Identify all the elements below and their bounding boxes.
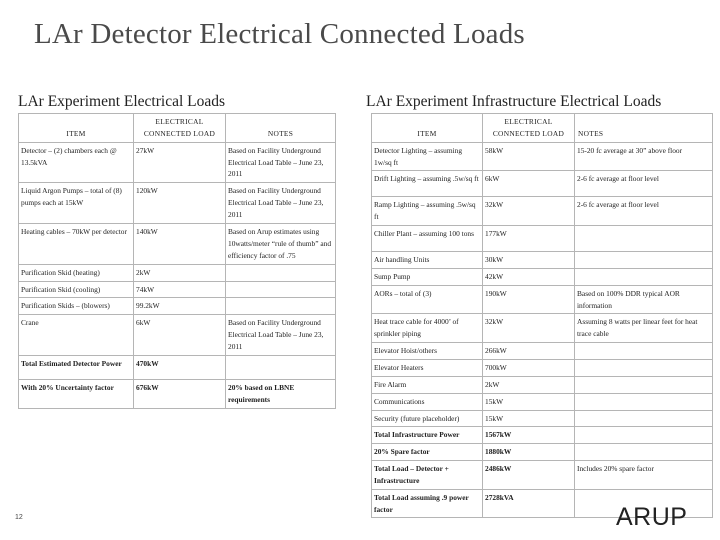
row-notes [226, 281, 336, 298]
table-row [372, 393, 713, 410]
row-item: Liquid Argon Pumps – total of (8) pumps each at 15kW [19, 183, 134, 224]
row-item: Drift Lighting – assuming .5w/sq ft [372, 171, 483, 197]
table-row [372, 226, 713, 252]
row-notes: Based on 100% DDR typical AOR information [575, 285, 713, 314]
page-number: 12 [15, 514, 23, 521]
row-notes [575, 393, 713, 410]
table-row [372, 343, 713, 360]
table-row-total [372, 461, 713, 490]
row-notes: 20% based on LBNE requirements [226, 379, 336, 408]
row-item: Detector Lighting – assuming 1w/sq ft [372, 142, 483, 171]
column-header-item: ITEM [19, 114, 134, 143]
row-notes [575, 376, 713, 393]
row-load: 15kW [483, 410, 575, 427]
table-row-total [372, 444, 713, 461]
row-load: 74kW [134, 281, 226, 298]
table-row [372, 359, 713, 376]
row-load: 190kW [483, 285, 575, 314]
row-load: 27kW [134, 142, 226, 183]
row-item: Total Estimated Detector Power [19, 355, 134, 379]
table-row [372, 268, 713, 285]
column-header-load: ELECTRICAL CONNECTED LOAD [483, 114, 575, 143]
row-load: 2486kW [483, 461, 575, 490]
table-row [19, 264, 336, 281]
row-load: 1880kW [483, 444, 575, 461]
row-notes: Includes 20% spare factor [575, 461, 713, 490]
row-item: Elevator Hoist/others [372, 343, 483, 360]
column-header-item: ITEM [372, 114, 483, 143]
row-load: 58kW [483, 142, 575, 171]
row-notes: Based on Facility Underground Electrical Load Table – June 23, 2011 [226, 142, 336, 183]
row-notes [575, 359, 713, 376]
row-load: 15kW [483, 393, 575, 410]
row-load: 42kW [483, 268, 575, 285]
row-item: Crane [19, 315, 134, 356]
row-load: 99.2kW [134, 298, 226, 315]
row-notes [575, 410, 713, 427]
table-row [19, 298, 336, 315]
row-notes: 15-20 fc average at 30” above floor [575, 142, 713, 171]
row-notes [575, 427, 713, 444]
arup-logo: ARUP [616, 503, 688, 531]
slide-title: LAr Detector Electrical Connected Loads [34, 18, 525, 50]
row-load: 120kW [134, 183, 226, 224]
row-item: AORs – total of (3) [372, 285, 483, 314]
row-notes [575, 226, 713, 252]
row-item: Total Infrastructure Power [372, 427, 483, 444]
table-row [372, 376, 713, 393]
table-row [372, 285, 713, 314]
row-load: 470kW [134, 355, 226, 379]
table-row [19, 315, 336, 356]
table-row [372, 197, 713, 226]
row-item: Air handling Units [372, 252, 483, 269]
table-row [19, 142, 336, 183]
row-load: 266kW [483, 343, 575, 360]
table-row [372, 142, 713, 171]
row-item: Heat trace cable for 4000’ of sprinkler piping [372, 314, 483, 343]
row-load: 1567kW [483, 427, 575, 444]
row-item: With 20% Uncertainty factor [19, 379, 134, 408]
table-row-total [19, 379, 336, 408]
table-row [372, 410, 713, 427]
table-row [372, 171, 713, 197]
row-item: Communications [372, 393, 483, 410]
infrastructure-loads-heading: LAr Experiment Infrastructure Electrical Loads [366, 93, 662, 110]
row-item: Detector – (2) chambers each @ 13.5kVA [19, 142, 134, 183]
row-item: Heating cables – 70kW per detector [19, 224, 134, 265]
table-row-total [19, 355, 336, 379]
row-load: 6kW [134, 315, 226, 356]
row-item: 20% Spare factor [372, 444, 483, 461]
row-notes: Assuming 8 watts per linear feet for heat trace cable [575, 314, 713, 343]
row-load: 2kW [483, 376, 575, 393]
column-header-notes: NOTES [226, 114, 336, 143]
row-item: Elevator Heaters [372, 359, 483, 376]
row-item: Purification Skid (heating) [19, 264, 134, 281]
table-row [19, 224, 336, 265]
table-row [19, 183, 336, 224]
row-notes [575, 268, 713, 285]
table-row [19, 281, 336, 298]
row-load: 32kW [483, 197, 575, 226]
column-header-load: ELECTRICAL CONNECTED LOAD [134, 114, 226, 143]
table-row [372, 314, 713, 343]
row-load: 140kW [134, 224, 226, 265]
detector-loads-heading: LAr Experiment Electrical Loads [18, 93, 226, 110]
row-item: Security (future placeholder) [372, 410, 483, 427]
row-notes [226, 355, 336, 379]
row-notes: 2-6 fc average at floor level [575, 197, 713, 226]
row-load: 32kW [483, 314, 575, 343]
row-item: Ramp Lighting – assuming .5w/sq ft [372, 197, 483, 226]
row-item: Fire Alarm [372, 376, 483, 393]
row-item: Total Load assuming .9 power factor [372, 489, 483, 518]
row-load: 700kW [483, 359, 575, 376]
row-load: 177kW [483, 226, 575, 252]
row-item: Chiller Plant – assuming 100 tons [372, 226, 483, 252]
table-row-total [372, 427, 713, 444]
row-notes: Based on Facility Underground Electrical Load Table – June 23, 2011 [226, 315, 336, 356]
row-item: Purification Skid (cooling) [19, 281, 134, 298]
row-item: Sump Pump [372, 268, 483, 285]
row-notes: 2-6 fc average at floor level [575, 171, 713, 197]
row-notes [226, 298, 336, 315]
table-row [372, 252, 713, 269]
column-header-notes: NOTES [575, 114, 713, 143]
infrastructure-loads-table [371, 113, 713, 518]
row-notes: Based on Arup estimates using 10watts/meter “rule of thumb” and efficiency factor of .75 [226, 224, 336, 265]
row-item: Total Load – Detector + Infrastructure [372, 461, 483, 490]
row-notes [226, 264, 336, 281]
row-load: 2kW [134, 264, 226, 281]
row-notes [575, 444, 713, 461]
row-notes [575, 343, 713, 360]
detector-loads-table [18, 113, 336, 409]
row-load: 30kW [483, 252, 575, 269]
row-item: Purification Skids – (blowers) [19, 298, 134, 315]
row-notes [575, 252, 713, 269]
row-load: 676kW [134, 379, 226, 408]
row-load: 6kW [483, 171, 575, 197]
row-notes: Based on Facility Underground Electrical Load Table – June 23, 2011 [226, 183, 336, 224]
row-load: 2728kVA [483, 489, 575, 518]
